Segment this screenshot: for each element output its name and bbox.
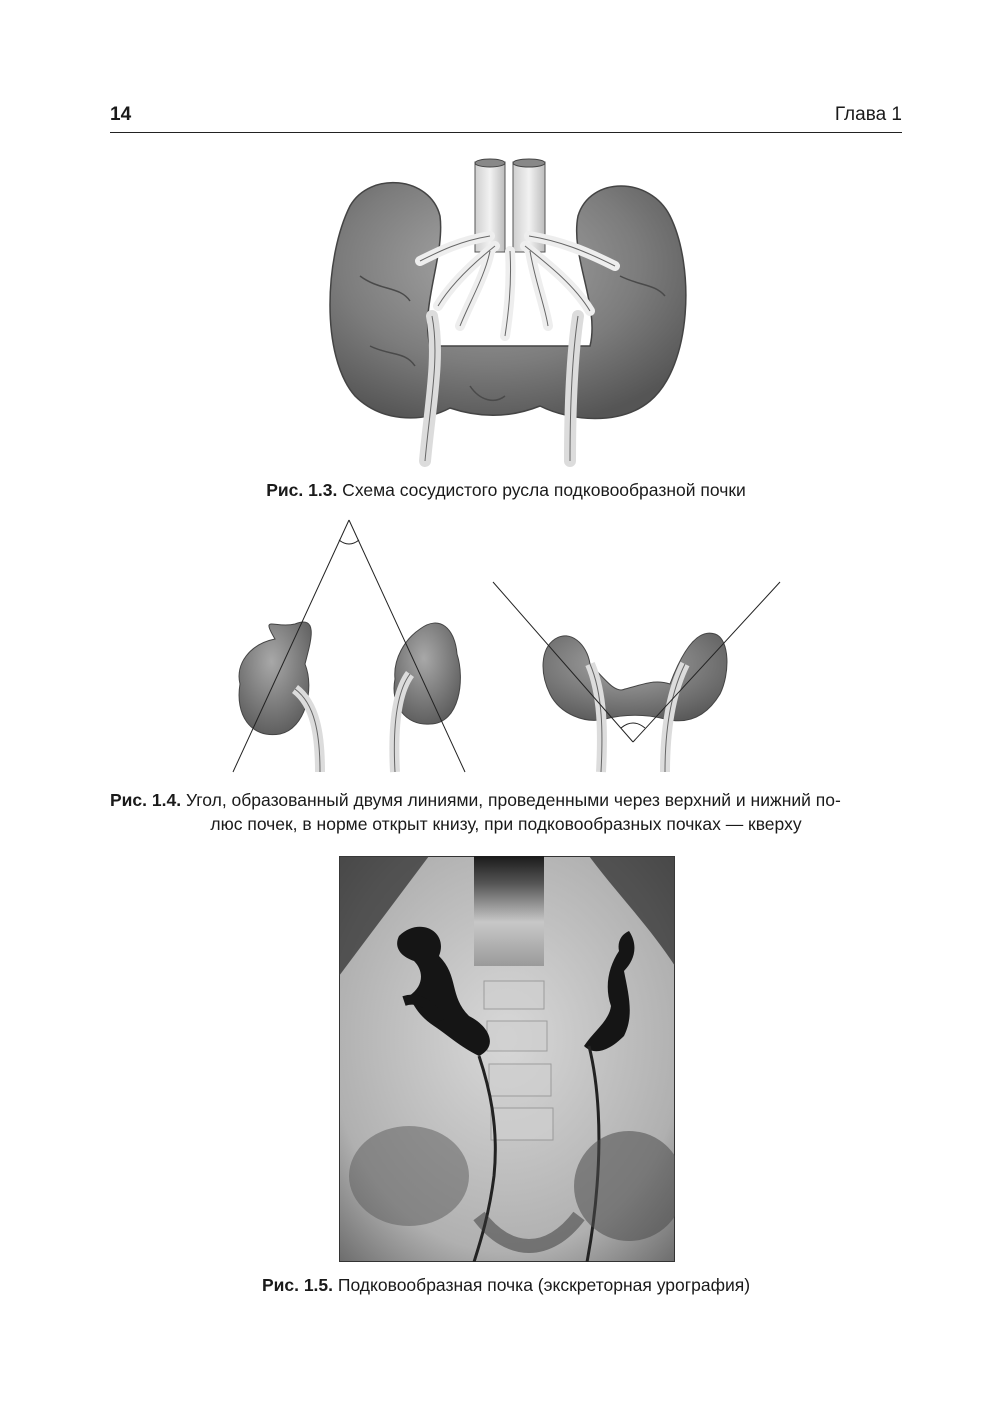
header-divider <box>110 132 902 133</box>
figure-1-3-caption-text: Схема сосудистого русла подковообразной почки <box>337 480 746 500</box>
figure-1-4-caption <box>110 788 902 836</box>
figure-1-4-label: Рис. 1.4. <box>110 790 182 810</box>
figure-1-3-horseshoe-kidney-vessels <box>320 156 694 468</box>
figure-1-4-kidney-axis-angle <box>225 514 795 776</box>
figure-1-5-label: Рис. 1.5. <box>261 1275 334 1295</box>
figure-1-5-urography-xray <box>339 856 675 1262</box>
figure-1-4-caption-line2: люс почек, в норме открыт книзу, при подковообразных почках — кверху <box>210 814 802 834</box>
figure-1-5-caption <box>110 1273 902 1297</box>
figure-1-5-caption-text: Подковообразная почка (экскреторная урография) <box>333 1275 751 1295</box>
page-number: 14 <box>110 104 132 125</box>
figure-1-3-caption <box>110 478 902 502</box>
figure-1-3-label: Рис. 1.3. <box>266 480 338 500</box>
figure-1-4-caption-line1: Угол, образованный двумя линиями, проведенными через верхний и нижний по- <box>181 790 841 810</box>
chapter-title: Глава 1 <box>834 104 902 125</box>
